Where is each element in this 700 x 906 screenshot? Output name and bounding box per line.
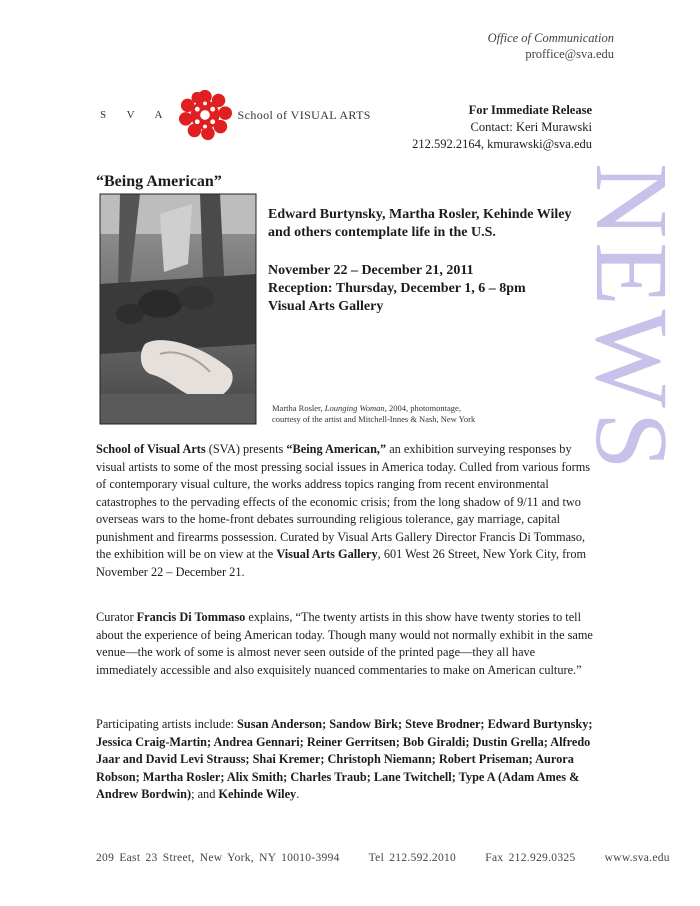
headline-artists [268,206,588,242]
paragraph-intro [96,441,596,581]
artwork-photo [100,194,256,424]
headline-line1: Edward Burtynsky, Martha Rosler, Kehinde Wiley [268,207,572,222]
caption-work-title: Lounging Woman [324,403,385,413]
artist-list: Susan Anderson; Sandow Birk; Steve Brodner; Edward Burtynsky; Jessica Craig-Martin; Andrea Gennari; Reiner Gerritsen; Bob Giraldi; Dustin Grella; Alfredo Jaar and David Levi Strauss; Shai Kremer; Christoph Niemann; Robert Priseman; Aurora Robson; Martha Rosler; Alix Smith; Charles Traub; Lane Twitchell; Type A (Adam Ames & Andrew Bordwin) [96,717,593,801]
artist-last: Kehinde Wiley [218,787,297,801]
para2-text1: Curator [96,610,137,624]
release-info [412,102,592,153]
office-email: proffice@sva.edu [525,47,614,61]
reception-info: Reception: Thursday, December 1, 6 – 8pm [268,281,526,296]
footer-website: www.sva.edu [604,852,670,864]
exhibition-title: “Being American” [96,173,222,190]
caption-artist: Martha Rosler, [272,403,325,413]
para1-text3: , 601 West 26 Street, New York City, from November 22 – December 21. [96,547,587,579]
paragraph-curator-quote [96,609,596,679]
headline-line2: and others contemplate life in the U.S. [268,225,496,240]
para3-text1: Participating artists include: [96,717,238,731]
para1-text2: an exhibition surveying responses by visual artists to some of the most pressing social issues in America today. Culled from various forms of contemporary visual culture, the works address topics ranging from recent environmental catastrophes to the pervading effects of the economic crisis; from the long shadow of 9/11 and two overseas wars to the home-front debates surrounding religious tolerance, gay marriage, capital punishment and firearms possession. Curated by Visual Arts Gallery Director Francis Di Tommaso, the exhibition will be on view at the [96,442,591,561]
caption-details: , 2004, photomontage, [384,403,461,413]
office-name: Office of Communication [487,31,614,45]
sva-logo [100,88,371,142]
paragraph-artists [96,716,596,804]
gallery-name: Visual Arts Gallery [276,547,378,561]
release-title: For Immediate Release [468,103,592,117]
show-name: “Being American,” [286,442,387,456]
release-phone-email: 212.592.2164, kmurawski@sva.edu [412,137,592,151]
headline-schedule [268,262,526,316]
news-watermark-text: NEWS [574,163,689,474]
logo-letters: S V A [100,109,172,121]
office-header [488,30,614,62]
caption-line1 [272,403,475,414]
curator-name: Francis Di Tommaso [136,610,246,624]
para3-text2: ; and [191,787,219,801]
para1-text1: (SVA) presents [205,442,287,456]
footer-address: 209 East 23 Street, New York, NY 10010-3994 [96,852,340,864]
sva-name: School of Visual Arts [96,442,206,456]
para3-text3: . [296,787,300,801]
footer-fax: Fax 212.929.0325 [485,852,576,864]
news-watermark [574,155,689,625]
caption-line2: courtesy of the artist and Mitchell-Innes & Nash, New York [272,414,476,424]
exhibition-dates: November 22 – December 21, 2011 [268,263,474,278]
release-contact: Contact: Keri Murawski [470,120,592,134]
photo-caption [272,403,475,425]
footer-contact [96,852,670,864]
sva-flower-logo-icon [176,88,234,142]
logo-school-name: School of VISUAL ARTS [237,107,371,122]
footer-tel: Tel 212.592.2010 [368,852,457,864]
venue-name: Visual Arts Gallery [268,299,384,314]
para2-text2: explains, “The twenty artists in this show have twenty stories to tell about the experience of being American today. Though many would not normally exhibit in the same venue—the work of some is almost never seen outside of the printed page—they all have immediately accessible and also exquisitely nuanced commentaries to make on American culture.” [96,610,593,677]
